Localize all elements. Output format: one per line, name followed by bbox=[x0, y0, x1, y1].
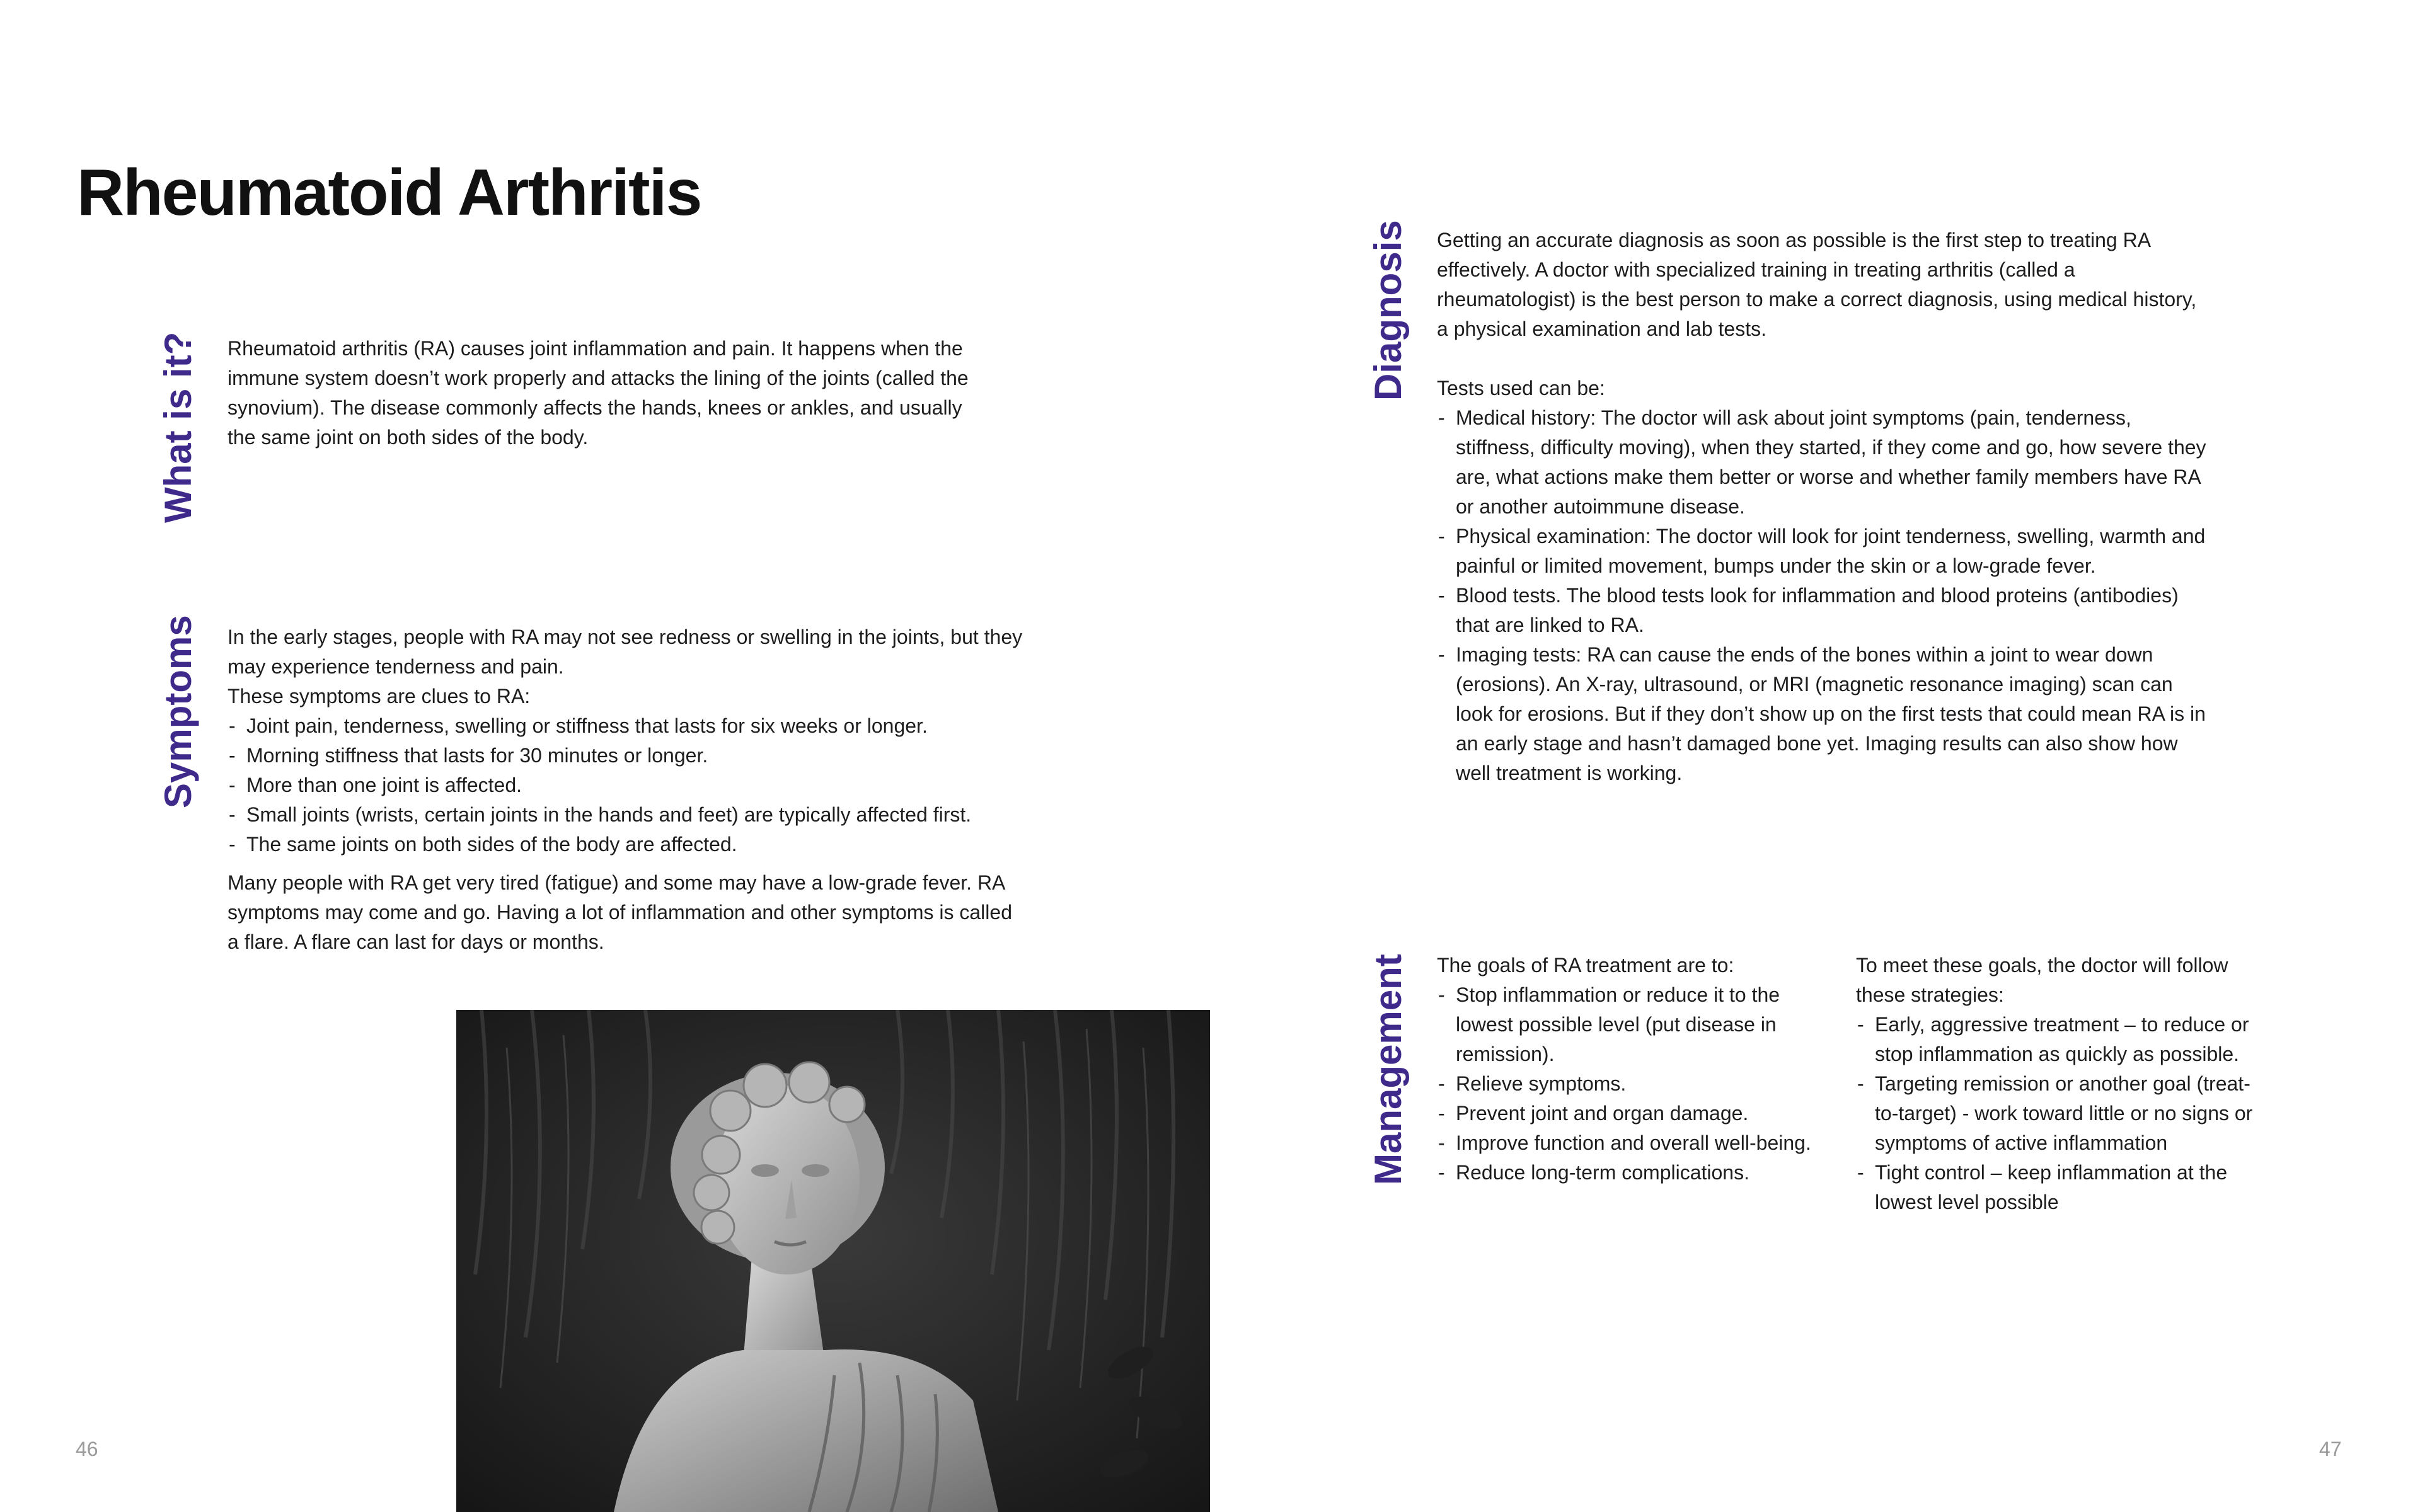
list-item: - Morning stiffness that lasts for 30 minutes or longer. bbox=[228, 741, 1028, 770]
symptoms-intro: In the early stages, people with RA may not see redness or swelling in the joints, but they may experience tenderness and pain. bbox=[228, 626, 1023, 678]
list-item: - Reduce long-term complications. bbox=[1437, 1158, 1840, 1188]
what-is-it-label: What is it? bbox=[157, 331, 199, 523]
list-item: - Medical history: The doctor will ask about joint symptoms (pain, tenderness, stiffness, difficulty moving), when they started, if they come and go, how severe they are, what actions make them better or worse and whether family members have RA or another autoimmune disease. bbox=[1437, 403, 2212, 522]
symptoms-body bbox=[228, 622, 1028, 957]
list-item: - Prevent joint and organ damage. bbox=[1437, 1099, 1840, 1128]
list-item: - Improve function and overall well-being. bbox=[1437, 1128, 1840, 1158]
list-item: - More than one joint is affected. bbox=[228, 770, 1028, 800]
what-is-it-text: Rheumatoid arthritis (RA) causes joint inflammation and pain. It happens when the immune system doesn’t work properly and attacks the lining of the joints (called the synovium). The disease commonly affects the hands, knees or ankles, and usually the same joint on both sides of the body. bbox=[228, 337, 969, 449]
management-goals-list bbox=[1437, 980, 1840, 1188]
symptoms-label: Symptoms bbox=[157, 615, 199, 808]
list-item: - Joint pain, tenderness, swelling or stiffness that lasts for six weeks or longer. bbox=[228, 711, 1028, 741]
management-label: Management bbox=[1367, 954, 1409, 1185]
diagnosis-intro: Getting an accurate diagnosis as soon as possible is the first step to treating RA effectively. A doctor with specialized training in treating arthritis (called a rheumatologist) is the best person to make a correct diagnosis, using medical history, a physical examination and lab tests. bbox=[1437, 229, 2197, 340]
management-goals bbox=[1437, 951, 1840, 1188]
diagnosis-tests-label: Tests used can be: bbox=[1437, 377, 1605, 399]
list-item: - Relieve symptoms. bbox=[1437, 1069, 1840, 1099]
page-title: Rheumatoid Arthritis bbox=[77, 156, 701, 229]
list-item: - The same joints on both sides of the body are affected. bbox=[228, 830, 1028, 859]
page-number-right: 47 bbox=[2319, 1438, 2342, 1460]
symptoms-clues: These symptoms are clues to RA: bbox=[228, 685, 531, 707]
diagnosis-label: Diagnosis bbox=[1367, 220, 1409, 401]
symptoms-list bbox=[228, 711, 1028, 859]
diagnosis-body bbox=[1437, 226, 2212, 788]
list-item: - Small joints (wrists, certain joints in the hands and feet) are typically affected first. bbox=[228, 800, 1028, 830]
management-strategies-list bbox=[1856, 1010, 2259, 1217]
management-goals-label: The goals of RA treatment are to: bbox=[1437, 954, 1734, 976]
list-item: - Physical examination: The doctor will look for joint tenderness, swelling, warmth and painful or limited movement, bumps under the skin or a low-grade fever. bbox=[1437, 522, 2212, 581]
statue-image bbox=[456, 1010, 1210, 1512]
statue-photo bbox=[456, 1010, 1210, 1512]
list-item: - Imaging tests: RA can cause the ends of the bones within a joint to wear down (erosions). An X-ray, ultrasound, or MRI (magnetic resonance imaging) scan can look for erosions. But if they don’t show up on the first tests that could mean RA is in an early stage and hasn’t damaged bone yet. Imaging results can also show how well treatment is working. bbox=[1437, 640, 2212, 788]
diagnosis-tests-list bbox=[1437, 403, 2212, 788]
list-item: - Stop inflammation or reduce it to the lowest possible level (put disease in remission). bbox=[1437, 980, 1840, 1069]
symptoms-outro: Many people with RA get very tired (fatigue) and some may have a low-grade fever. RA symptoms may come and go. Having a lot of inflammation and other symptoms is called a flare. A flare can last for days or months. bbox=[228, 871, 1012, 953]
page-number-left: 46 bbox=[76, 1438, 98, 1460]
list-item: - Tight control – keep inflammation at the lowest level possible bbox=[1856, 1158, 2259, 1217]
management-strategies-label: To meet these goals, the doctor will follow these strategies: bbox=[1856, 954, 2228, 1006]
list-item: - Early, aggressive treatment – to reduce or stop inflammation as quickly as possible. bbox=[1856, 1010, 2259, 1069]
management-strategies bbox=[1856, 951, 2259, 1217]
list-item: - Targeting remission or another goal (treat-to-target) - work toward little or no signs or symptoms of active inflammation bbox=[1856, 1069, 2259, 1158]
list-item: - Blood tests. The blood tests look for inflammation and blood proteins (antibodies) that are linked to RA. bbox=[1437, 581, 2212, 640]
